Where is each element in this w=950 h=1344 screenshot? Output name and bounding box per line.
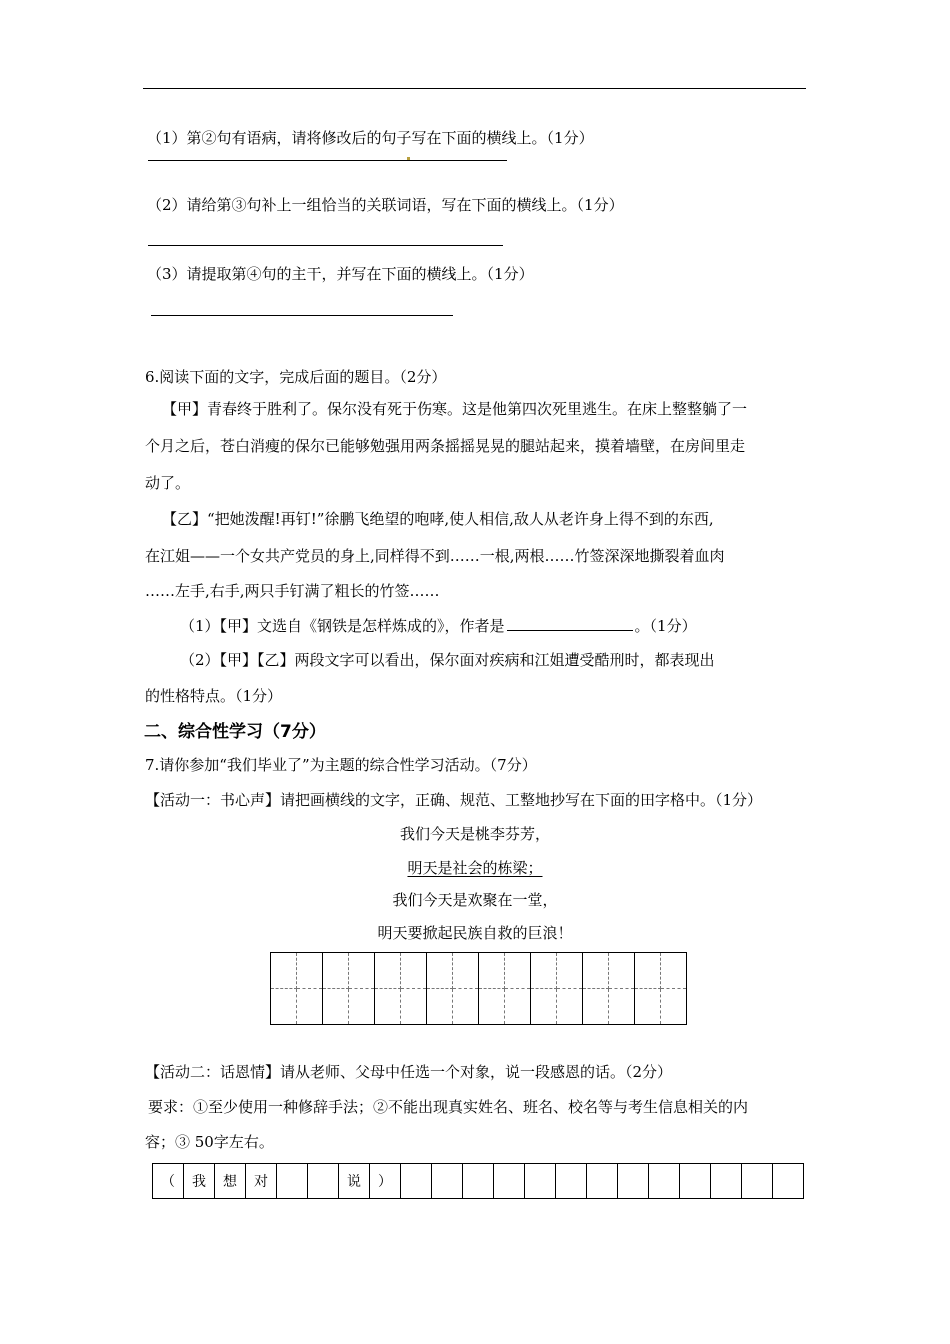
answer-cell[interactable]: 我 xyxy=(184,1164,215,1199)
q5-sub2: （2）请给第③句补上一组恰当的关联词语，写在下面的横线上。（1分） xyxy=(147,196,624,214)
answer-cell[interactable] xyxy=(618,1164,649,1199)
q7-requirement-2: 容；③ 50字左右。 xyxy=(145,1133,274,1151)
q5-sub3: （3）请提取第④句的主干，并写在下面的横线上。（1分） xyxy=(147,265,534,283)
q6-yi-line-1: 【乙】“把她泼醒!再钉!”徐鹏飞绝望的咆哮,使人相信,敌人从老许身上得不到的东西, xyxy=(162,510,714,528)
answer-cell[interactable] xyxy=(525,1164,556,1199)
answer-cell[interactable] xyxy=(649,1164,680,1199)
q6-jia-line-3: 动了。 xyxy=(145,474,191,492)
answer-cell[interactable] xyxy=(432,1164,463,1199)
q5-sub2-answer-line[interactable] xyxy=(148,245,503,246)
q5-sub1-answer-line[interactable] xyxy=(148,160,507,161)
header-rule xyxy=(143,88,806,89)
q6-sub2-line-1: （2）【甲】【乙】两段文字可以看出，保尔面对疾病和江姐遭受酷刑时，都表现出 xyxy=(180,651,715,669)
q6-sub1-score: 。（1分） xyxy=(634,617,697,635)
section2-heading: 二、综合性学习（7分） xyxy=(144,722,326,742)
answer-cell[interactable]: 说 xyxy=(339,1164,370,1199)
q7-activity1: 【活动一：书心声】请把画横线的文字，正确、规范、工整地抄写在下面的田字格中。（1分） xyxy=(145,791,763,809)
answer-cell[interactable]: 对 xyxy=(246,1164,277,1199)
q7-title: 7.请你参加“我们毕业了”为主题的综合性学习活动。（7分） xyxy=(145,756,537,774)
answer-cell[interactable] xyxy=(401,1164,432,1199)
answer-cell[interactable] xyxy=(556,1164,587,1199)
q6-jia-line-2: 个月之后，苍白消瘦的保尔已能够勉强用两条摇摇晃晃的腿站起来，摸着墙壁，在房间里走 xyxy=(145,437,746,455)
answer-cell[interactable]: 想 xyxy=(215,1164,246,1199)
poem-line-1: 我们今天是桃李芬芳， xyxy=(399,825,550,843)
answer-cell[interactable] xyxy=(742,1164,773,1199)
answer-cell[interactable] xyxy=(773,1164,804,1199)
poem-line-2-text: 明天是社会的栋梁； xyxy=(407,859,543,877)
answer-cell-row[interactable] xyxy=(152,1163,804,1199)
ink-dot xyxy=(407,157,410,160)
q6-yi-line-3: ……左手,右手,两只手钉满了粗长的竹签…… xyxy=(145,582,440,600)
answer-cell[interactable] xyxy=(463,1164,494,1199)
q6-sub2-line-2: 的性格特点。（1分） xyxy=(145,687,283,705)
poem-line-2 xyxy=(270,857,680,878)
q6-yi-line-2: 在江姐——一个女共产党员的身上,同样得不到……一根,两根……竹签深深地撕裂着血肉 xyxy=(145,547,725,565)
answer-cell[interactable]: ） xyxy=(370,1164,401,1199)
q6-title: 6.阅读下面的文字，完成后面的题目。（2分） xyxy=(145,368,447,386)
q6-sub1-blank[interactable] xyxy=(507,616,633,631)
q6-jia-line-1: 【甲】青春终于胜利了。保尔没有死于伤寒。这是他第四次死里逃生。在床上整整躺了一 xyxy=(162,400,748,418)
answer-cell[interactable] xyxy=(587,1164,618,1199)
poem-line-4: 明天要掀起民族自救的巨浪！ xyxy=(377,924,573,942)
q7-activity2: 【活动二：话恩情】请从老师、父母中任选一个对象，说一段感恩的话。（2分） xyxy=(145,1063,673,1081)
q5-sub3-answer-line[interactable] xyxy=(151,315,453,316)
q6-sub1 xyxy=(180,615,697,636)
q7-requirement-1: 要求：①至少使用一种修辞手法；②不能出现真实姓名、班名、校名等与考生信息相关的内 xyxy=(148,1098,749,1116)
q6-sub1-text: （1）【甲】文选自《钢铁是怎样炼成的》，作者是 xyxy=(180,617,505,635)
answer-cell[interactable] xyxy=(308,1164,339,1199)
answer-cell[interactable] xyxy=(711,1164,742,1199)
answer-cell[interactable]: （ xyxy=(153,1164,184,1199)
answer-cell[interactable] xyxy=(494,1164,525,1199)
answer-cell[interactable] xyxy=(680,1164,711,1199)
answer-cell[interactable] xyxy=(277,1164,308,1199)
q5-sub1: （1）第②句有语病，请将修改后的句子写在下面的横线上。（1分） xyxy=(147,129,594,147)
tianzige-grid[interactable] xyxy=(270,952,687,1025)
poem-line-3: 我们今天是欢聚在一堂， xyxy=(392,891,558,909)
